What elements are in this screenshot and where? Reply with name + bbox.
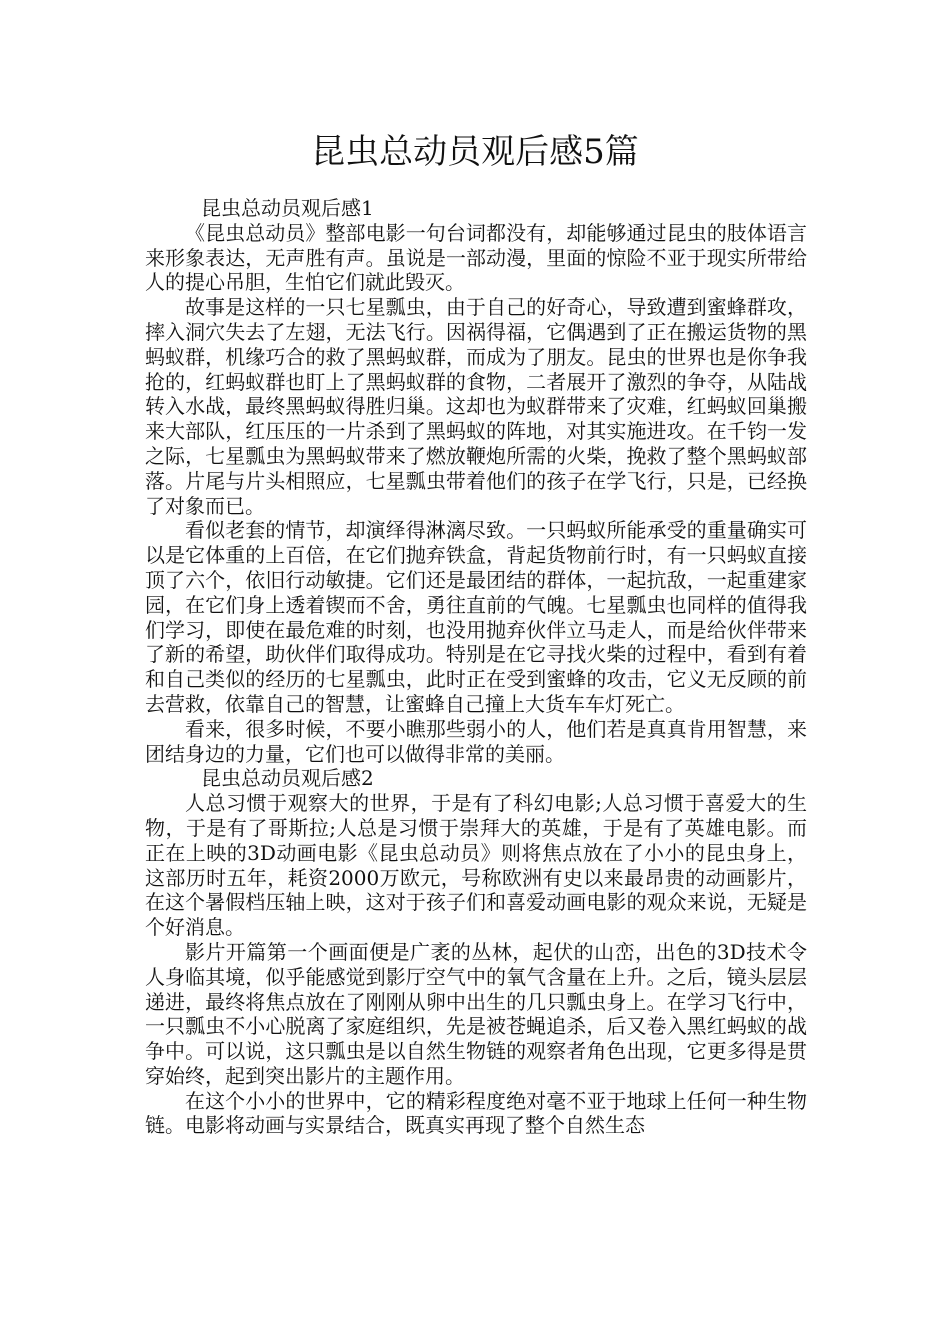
body-paragraph: 看似老套的情节，却演绎得淋漓尽致。一只蚂蚁所能承受的重量确实可以是它体重的上百倍，在它们抛弃铁盒，背起货物前行时，有一只蚂蚁直接顶了六个，依旧行动敏捷。它们还是最团结的群体，一起抗敌，一起重建家园，在它们身上透着锲而不舍，勇往直前的气魄。七星瓢虫也同样的值得我们学习，即使在最危难的时刻，也没用抛弃伙伴立马走人，而是给伙伴带来了新的希望，助伙伴们取得成功。特别是在它寻找火柴的过程中，看到有着和自己类似的经历的七星瓢虫，此时正在受到蜜蜂的攻击，它义无反顾的前去营救，依靠自己的智慧，让蜜蜂自己撞上大货车车灯死亡。: [145, 518, 807, 716]
body-paragraph: 影片开篇第一个画面便是广袤的丛林，起伏的山峦，出色的3D技术令人身临其境，似乎能感觉到影厅空气中的氧气含量在上升。之后，镜头层层递进，最终将焦点放在了刚刚从卵中出生的几只瓢虫身上。在学习飞行中，一只瓢虫不小心脱离了家庭组织，先是被苍蝇追杀，后又卷入黑红蚂蚁的战争中。可以说，这只瓢虫是以自然生物链的观察者角色出现，它更多得是贯穿始终，起到突出影片的主题作用。: [145, 939, 807, 1088]
page-title: 昆虫总动员观后感5篇: [311, 132, 639, 172]
body-paragraph: 《昆虫总动员》整部电影一句台词都没有，却能够通过昆虫的肢体语言来形象表达，无声胜有声。虽说是一部动漫，里面的惊险不亚于现实所带给人的提心吊胆，生怕它们就此毁灭。: [145, 220, 807, 295]
body-paragraph: 看来，很多时候，不要小瞧那些弱小的人，他们若是真真肯用智慧，来团结身边的力量，它们也可以做得非常的美丽。: [145, 716, 807, 766]
body-paragraph: 人总习惯于观察大的世界，于是有了科幻电影;人总习惯于喜爱大的生物，于是有了哥斯拉;人总是习惯于崇拜大的英雄，于是有了英雄电影。而正在上映的3D动画电影《昆虫总动员》则将焦点放在了小小的昆虫身上，这部历时五年，耗资2000万欧元，号称欧洲有史以来最昂贵的动画影片，在这个暑假档压轴上映，这对于孩子们和喜爱动画电影的观众来说，无疑是个好消息。: [145, 791, 807, 940]
section-heading: 昆虫总动员观后感1: [201, 196, 374, 220]
document-body: [145, 196, 807, 1138]
body-paragraph: 在这个小小的世界中，它的精彩程度绝对毫不亚于地球上任何一种生物链。电影将动画与实景结合，既真实再现了整个自然生态: [145, 1088, 807, 1138]
section-heading: 昆虫总动员观后感2: [201, 766, 374, 791]
body-paragraph: 故事是这样的一只七星瓢虫，由于自己的好奇心，导致遭到蜜蜂群攻，摔入洞穴失去了左翅，无法飞行。因祸得福，它偶遇到了正在搬运货物的黑蚂蚁群，机缘巧合的救了黑蚂蚁群，而成为了朋友。昆虫的世界也是你争我抢的，红蚂蚁群也盯上了黑蚂蚁群的食物，二者展开了激烈的争夺，从陆战转入水战，最终黑蚂蚁得胜归巢。这却也为蚁群带来了灾难，红蚂蚁回巢搬来大部队，红压压的一片杀到了黑蚂蚁的阵地，对其实施进攻。在千钧一发之际，七星瓢虫为黑蚂蚁带来了燃放鞭炮所需的火柴，挽救了整个黑蚂蚁部落。片尾与片头相照应，七星瓢虫带着他们的孩子在学飞行，只是，已经换了对象而已。: [145, 295, 807, 518]
